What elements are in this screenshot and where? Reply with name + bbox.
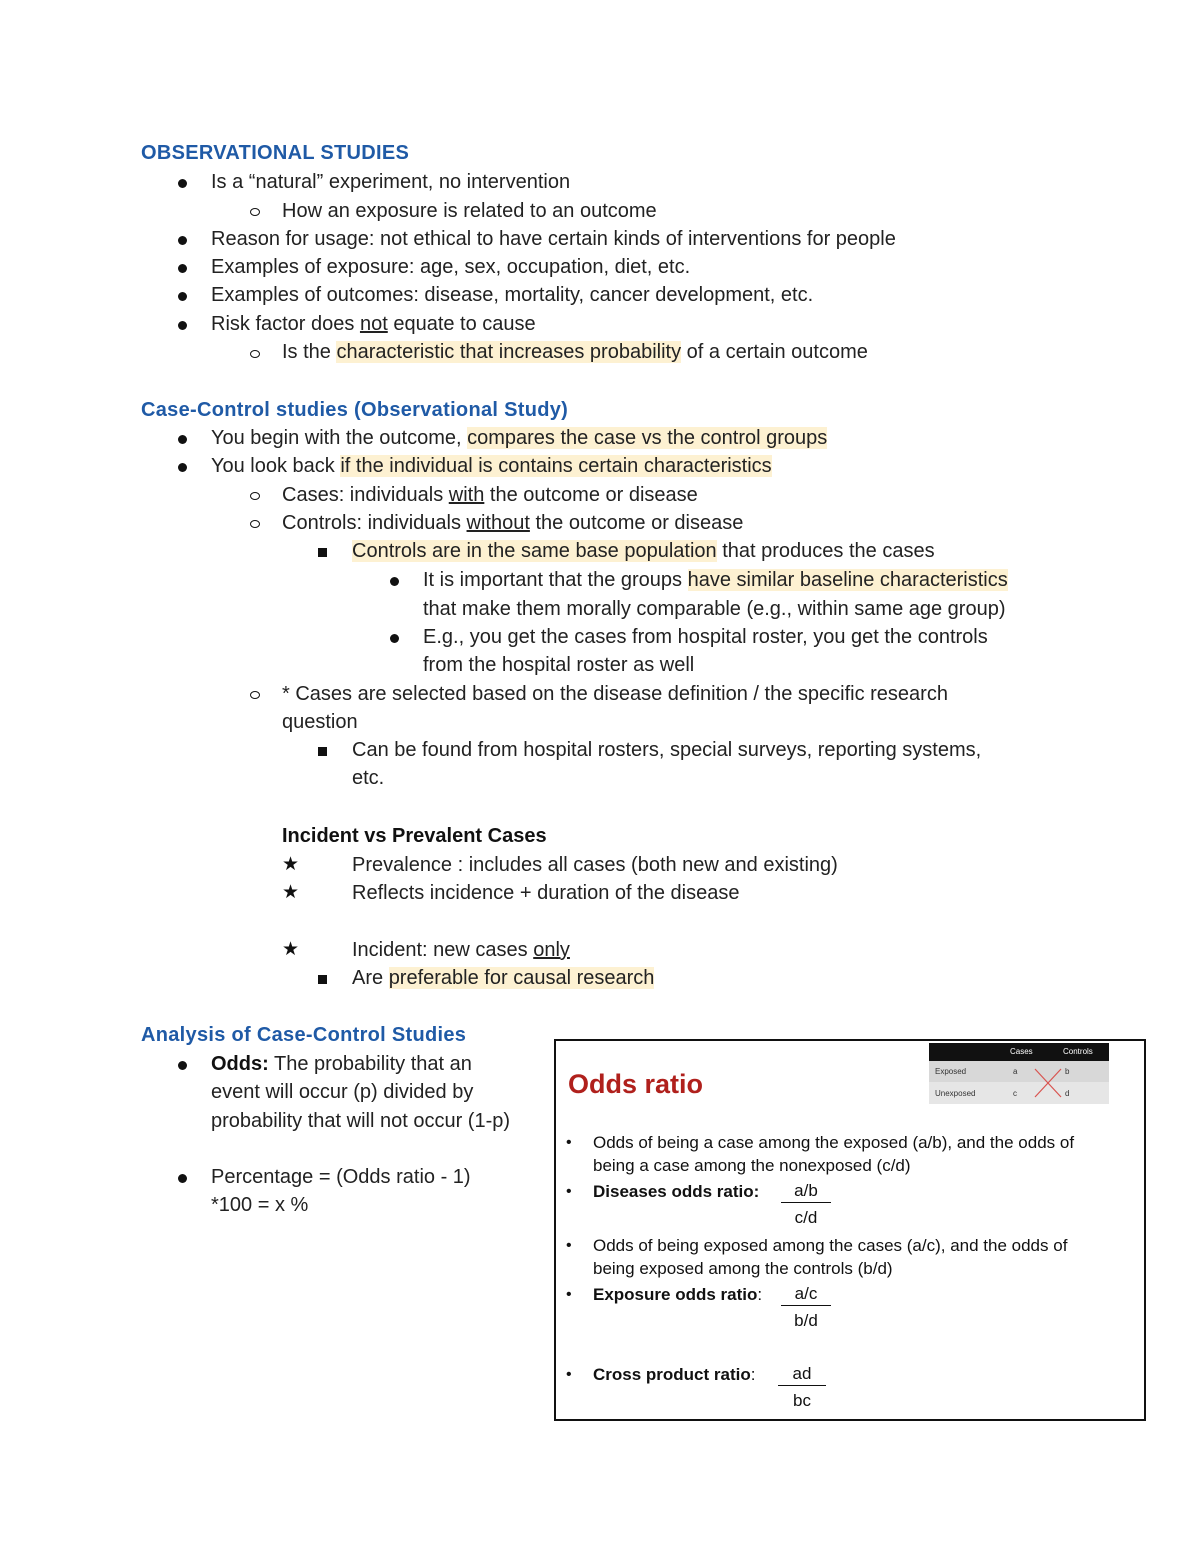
analysis-odds-line1: Odds: The probability that an [211,1053,472,1075]
cc-eg-line1: E.g., you get the cases from hospital roster, you get the controls [423,626,988,648]
cross-multiply-icon [1033,1063,1063,1101]
slide-p1-line1: Odds of being a case among the exposed (a/b), and the odds of [593,1133,1075,1152]
table-cell-a: a [1013,1067,1018,1076]
slide-title: Odds ratio [568,1069,704,1099]
obs-bullet-1-sub: How an exposure is related to an outcome [282,200,657,222]
obs-bullet-5: Risk factor does not equate to cause [211,313,536,335]
table-cell-d: d [1065,1089,1070,1098]
case-control-heading: Case-Control studies (Observational Study) [141,399,569,421]
bullet-icon [178,463,187,472]
star-icon: ★ [282,854,300,875]
obs-bullet-3: Examples of exposure: age, sex, occupation, diet, etc. [211,256,691,278]
cc-found-line2: etc. [352,767,385,789]
cc-controls: Controls: individuals without the outcome or disease [282,512,744,534]
slide-p2-numerator: a/b [781,1180,831,1203]
slide-p3-line1: Odds of being exposed among the cases (a/c), and the odds of [593,1236,1068,1255]
cc-important-line1: It is important that the groups have similar baseline characteristics [423,569,1008,591]
cc-selected-line2: question [282,711,358,733]
slide-p1-line2: being a case among the nonexposed (c/d) [593,1156,911,1175]
square-bullet-icon [318,747,327,756]
bullet-icon [178,321,187,330]
slide-p4-label: Exposure odds ratio: [593,1285,763,1304]
slide-p5-numerator: ad [778,1363,826,1386]
incident-star-1: Prevalence : includes all cases (both new and existing) [352,854,838,876]
table-row-exposed: Exposed [935,1067,967,1076]
cc-cases: Cases: individuals with the outcome or disease [282,484,698,506]
slide-p4-numerator: a/c [781,1283,831,1306]
bullet-icon [390,634,399,643]
slide-bullet-icon: • [566,1134,572,1151]
analysis-pct-line2: *100 = x % [211,1194,309,1216]
table-row-unexposed: Unexposed [935,1089,976,1098]
circle-bullet-icon [250,691,260,699]
circle-bullet-icon [250,520,260,528]
analysis-heading: Analysis of Case-Control Studies [141,1024,467,1046]
bullet-icon [178,264,187,273]
cc-bullet-1: You begin with the outcome, compares the case vs the control groups [211,427,828,449]
slide-p5-label: Cross product ratio: [593,1365,756,1384]
cc-found-line1: Can be found from hospital rosters, special surveys, reporting systems, [352,739,982,761]
slide-p4-denominator: b/d [794,1311,818,1330]
table-cell-c: c [1013,1089,1017,1098]
circle-bullet-icon [250,208,260,216]
square-bullet-icon [318,975,327,984]
incident-star-2: Reflects incidence + duration of the disease [352,882,740,904]
incident-star-3-sub: Are preferable for causal research [352,967,655,989]
table-cell-b: b [1065,1067,1070,1076]
cc-eg-line2: from the hospital roster as well [423,654,695,676]
cc-bullet-2: You look back if the individual is contains certain characteristics [211,455,772,477]
table-col-cases: Cases [1010,1047,1033,1056]
contingency-table [929,1043,1109,1105]
circle-bullet-icon [250,350,260,358]
obs-bullet-2: Reason for usage: not ethical to have certain kinds of interventions for people [211,228,896,250]
star-icon: ★ [282,882,300,903]
bullet-icon [178,292,187,301]
slide-p3-line2: being exposed among the controls (b/d) [593,1259,893,1278]
slide-bullet-icon: • [566,1237,572,1254]
bullet-icon [178,236,187,245]
star-icon: ★ [282,939,300,960]
analysis-pct-line1: Percentage = (Odds ratio - 1) [211,1166,471,1188]
circle-bullet-icon [250,492,260,500]
bullet-icon [178,1174,187,1183]
slide-p2-label: Diseases odds ratio: [593,1182,760,1201]
cc-important-line2: that make them morally comparable (e.g., within same age group) [423,598,1006,620]
incident-heading: Incident vs Prevalent Cases [282,825,547,847]
obs-bullet-1: Is a “natural” experiment, no intervention [211,171,571,193]
odds-ratio-slide [554,1039,1146,1421]
table-col-controls: Controls [1063,1047,1093,1056]
slide-p2-denominator: c/d [794,1208,818,1227]
obs-bullet-5-sub: Is the characteristic that increases probability of a certain outcome [282,341,868,363]
observational-heading: OBSERVATIONAL STUDIES [141,142,410,164]
slide-bullet-icon: • [566,1366,572,1383]
cc-controls-sub: Controls are in the same base population that produces the cases [352,540,935,562]
bullet-icon [178,435,187,444]
analysis-odds-line3: probability that will not occur (1-p) [211,1110,511,1132]
slide-p5-denominator: bc [793,1391,811,1410]
bullet-icon [390,577,399,586]
obs-bullet-4: Examples of outcomes: disease, mortality, cancer development, etc. [211,284,814,306]
cc-selected-line1: * Cases are selected based on the disease definition / the specific research [282,683,948,705]
slide-bullet-icon: • [566,1286,572,1303]
incident-star-3: Incident: new cases only [352,939,570,961]
analysis-odds-line2: event will occur (p) divided by [211,1081,474,1103]
bullet-icon [178,179,187,188]
bullet-icon [178,1061,187,1070]
slide-bullet-icon: • [566,1183,572,1200]
square-bullet-icon [318,548,327,557]
